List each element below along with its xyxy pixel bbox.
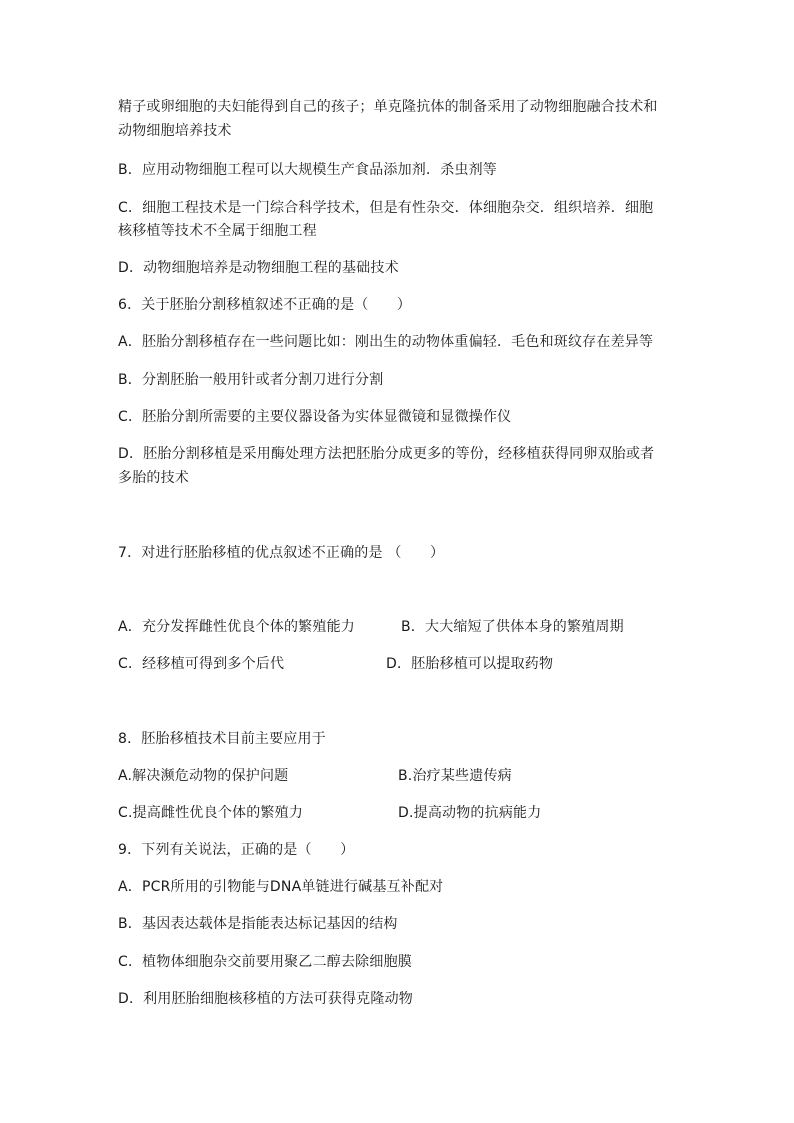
question-7-stem: 7．对进行胚胎移植的优点叙述不正确的是 （ ） [118,545,445,561]
question-6-stem: 6．关于胚胎分割移植叙述不正确的是（ ） [118,297,412,313]
q7-option-b: B．大大缩短了供体本身的繁殖周期 [401,619,624,635]
q7-option-d: D．胚胎移植可以提取药物 [386,656,554,672]
q5-option-d: D．动物细胞培养是动物细胞工程的基础技术 [118,260,399,276]
q9-option-c: C．植物体细胞杂交前要用聚乙二醇去除细胞膜 [118,954,412,970]
q6-option-d-line-1: D．胚胎分割移植是采用酶处理方法把胚胎分成更多的等份，经移植获得同卵双胎或者 [118,446,655,462]
q9-option-a: A．PCR所用的引物能与DNA单链进行碱基互补配对 [118,879,444,895]
q5-option-b: B．应用动物细胞工程可以大规模生产食品添加剂．杀虫剂等 [118,162,498,178]
q6-option-b: B．分割胚胎一般用针或者分割刀进行分割 [118,372,384,388]
q8-option-c: C.提高雌性优良个体的繁殖力 [118,805,304,821]
q8-option-d: D.提高动物的抗病能力 [398,805,542,821]
question-8-stem: 8．胚胎移植技术目前主要应用于 [118,731,326,747]
q9-option-d: D．利用胚胎细胞核移植的方法可获得克隆动物 [118,991,413,1007]
q5-option-c-line-1: C．细胞工程技术是一门综合科学技术，但是有性杂交．体细胞杂交．组织培养．细胞 [118,200,654,216]
q8-option-b: B.治疗某些遗传病 [398,768,512,784]
q5-option-c-line-2: 核移植等技术不全属于细胞工程 [118,223,317,239]
question-9-stem: 9．下列有关说法，正确的是（ ） [118,842,355,858]
q5-continuation-line-2: 动物细胞培养技术 [118,123,232,139]
q5-continuation-line-1: 精子或卵细胞的夫妇能得到自己的孩子；单克隆抗体的制备采用了动物细胞融合技术和 [118,99,658,115]
q6-option-d-line-2: 多胎的技术 [118,470,189,486]
q6-option-a: A．胚胎分割移植存在一些问题比如：刚出生的动物体重偏轻．毛色和斑纹存在差异等 [118,334,654,350]
q9-option-b: B．基因表达载体是指能表达标记基因的结构 [118,916,398,932]
q7-option-a: A．充分发挥雌性优良个体的繁殖能力 [118,619,355,635]
q7-option-c: C．经移植可得到多个后代 [118,656,285,672]
q6-option-c: C．胚胎分割所需要的主要仪器设备为实体显微镜和显微操作仪 [118,409,512,425]
q8-option-a: A.解决濒危动物的保护问题 [118,768,289,784]
